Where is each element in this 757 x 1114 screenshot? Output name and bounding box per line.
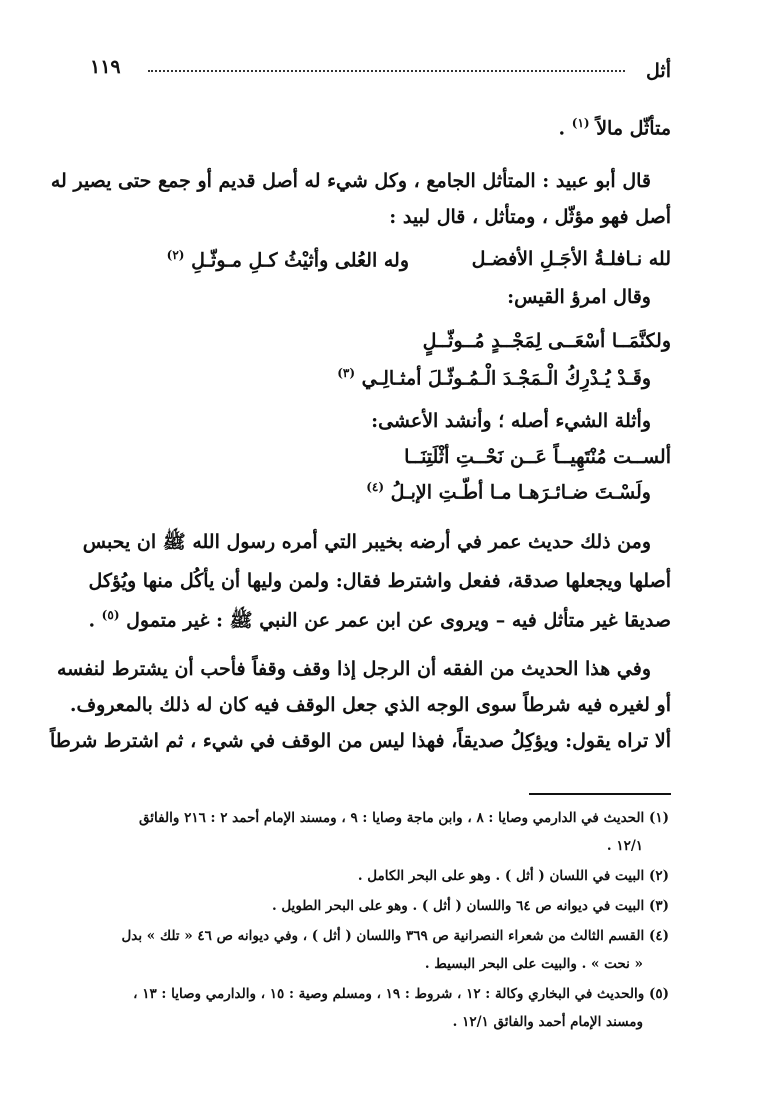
- verse-line: [98, 366, 671, 400]
- footnote-line: ومسند الإمام أحمد والفائق ١٢/١ .: [452, 1014, 643, 1030]
- verse-line: [98, 446, 671, 480]
- text-line: وأثلة الشيء أصله ؛ وأنشد الأعشى:: [371, 410, 651, 432]
- text-line: وفي هذا الحديث من الفقه أن الرجل إذا وقف وقفاً فأحب أن يشترط لنفسه: [56, 658, 651, 680]
- verse-line: [98, 248, 671, 282]
- hemistich: ولَسْـتَ ضـائـرَهـا مـا أطّـتِ الإبـلُ $^{(٤)}$: [366, 480, 651, 504]
- footnote-marker: (٢): [166, 248, 185, 262]
- text-line: وقال امرؤ القيس:: [507, 286, 651, 308]
- hemistich: لله نـافلـةُ الأجَـلِ الأفضـل: [471, 248, 671, 270]
- text-line: أصلها ويجعلها صدقة، ففعل واشترط فقال: ولمن وليها أن يأكُل منها ويُؤكل: [88, 570, 671, 592]
- hemistich: ولكنَّمَــا أسْعَــى لِمَجْــدٍ مُــوثّــلٍ: [422, 330, 671, 352]
- hemistich: ألســت مُنْتَهِيــاً عَــن نَحْــتِ أثْلَتِنَــا: [404, 446, 671, 468]
- text-line: أصل فهو مؤثّل ، ومتأثل ، قال لبيد :: [389, 206, 671, 228]
- footnote-line: ١٢/١ .: [606, 838, 643, 854]
- text-line: أو لغيره فيه شرطاً سوى الوجه الذي جعل الوقف فيه كان له ذلك بالمعروف.: [69, 694, 671, 716]
- footnote-separator: [529, 793, 671, 795]
- footnote-line: (٢) البيت في اللسان ( أثل ) . وهو على البحر الكامل .: [357, 868, 669, 884]
- footnote-line: (٥) والحديث في البخاري وكالة : ١٢ ، شروط : ١٩ ، ومسلم وصية : ١٥ ، والدارمي وصايا : ١٣ ،: [133, 986, 669, 1002]
- text-line: قال أبو عبيد : المتأثل الجامع ، وكل شيء له أصل قديم أو جمع حتى يصير له: [50, 170, 651, 192]
- hemistich: وقَـدْ يُـدْرِكُ الْـمَجْـدَ الْـمُـوثّـلَ أمثـالِـي $^{(٣)}$: [337, 366, 651, 390]
- page-number: ١١٩: [90, 56, 121, 78]
- text-line: متأثّل مالاً $^{(١)}$ .: [558, 116, 671, 140]
- footnote-marker: (٣): [337, 366, 356, 380]
- header-dotted-rule: [148, 70, 625, 72]
- footnote-marker: (٤): [366, 480, 385, 494]
- verse-line: [98, 330, 671, 364]
- text-line: ومن ذلك حديث عمر في أرضه بخيبر التي أمره رسول الله ﷺ ان يحبس: [82, 531, 651, 553]
- footnote-line: (٤) القسم الثالث من شعراء النصرانية ص ٣٦٩ واللسان ( أثل ) ، وفي ديوانه ص ٤٦ « تلك » بدل: [121, 928, 669, 944]
- text-line: صديقا غير متأثل فيه – ويروى عن ابن عمر عن النبي ﷺ : غير متمول $^{(٥)}$ .: [88, 608, 671, 632]
- footnote-line: « نحت » . والبيت على البحر البسيط .: [424, 956, 643, 972]
- footnote-line: (١) الحديث في الدارمي وصايا : ٨ ، وابن ماجة وصايا : ٩ ، ومسند الإمام أحمد ٢ : ٢١٦ والفائق: [139, 810, 669, 826]
- footnote-marker: (١): [571, 116, 590, 130]
- footnote-line: (٣) البيت في ديوانه ص ٦٤ واللسان ( أثل ) . وهو على البحر الطويل .: [271, 898, 669, 914]
- hemistich: وله العُلى وأثيْثُ كـلِ مـوثّـلِ $^{(٢)}$: [166, 248, 409, 272]
- verse-line: [98, 480, 671, 514]
- text-line: ألا تراه يقول: ويؤكِلُ صديقاً، فهذا ليس من الوقف في شيء ، ثم اشترط شرطاً: [50, 730, 671, 752]
- footnote-marker: (٥): [101, 608, 120, 622]
- page-header: [90, 52, 671, 86]
- running-head: أثل: [646, 60, 671, 82]
